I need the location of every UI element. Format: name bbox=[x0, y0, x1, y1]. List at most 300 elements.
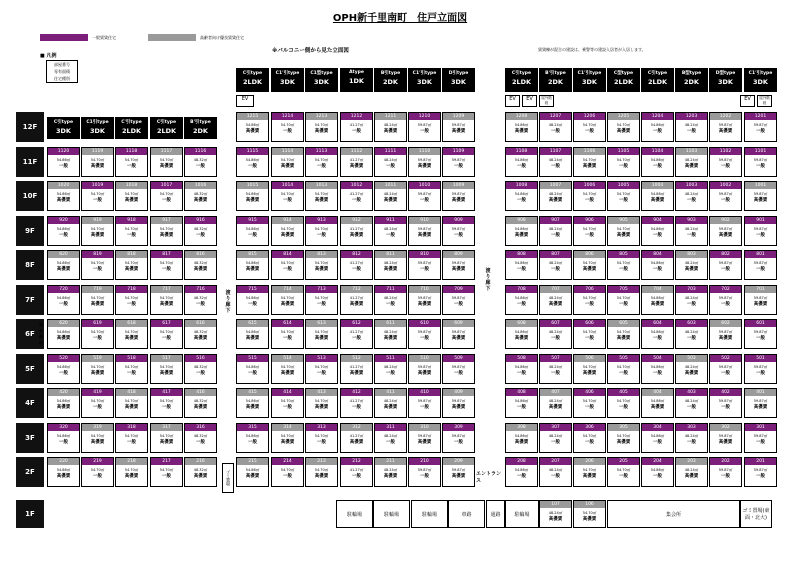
unit-type: 高優賃 bbox=[451, 336, 466, 341]
unit-type: 高優賃 bbox=[280, 439, 295, 445]
unit-cell bbox=[47, 319, 80, 349]
unit-area: 54.86㎡ bbox=[245, 157, 260, 162]
unit-cell bbox=[305, 354, 338, 384]
unit-area: 59.87㎡ bbox=[451, 192, 466, 196]
unit-number: 605 bbox=[608, 320, 639, 327]
unit-number: 319 bbox=[82, 424, 113, 431]
unit-type: 一般 bbox=[653, 129, 662, 134]
unit-type: 高優賃 bbox=[514, 129, 529, 134]
unit-type: 高優賃 bbox=[124, 336, 139, 341]
unit-number: 712 bbox=[341, 286, 372, 293]
first-floor-hall: 集会所 bbox=[607, 500, 740, 528]
headers_right-header-0 bbox=[505, 68, 538, 92]
unit-cell bbox=[340, 285, 373, 315]
floor-label-5F: 5F bbox=[16, 354, 44, 384]
headers_right-header-2 bbox=[573, 68, 606, 92]
unit-number: 908 bbox=[506, 217, 537, 224]
unit-area: 54.70㎡ bbox=[124, 433, 139, 438]
unit-type: 一般 bbox=[619, 163, 628, 169]
unit-number: 1106 bbox=[574, 148, 605, 155]
unit-cell bbox=[81, 319, 114, 349]
unit-cell bbox=[607, 285, 640, 315]
unit-cell bbox=[374, 423, 407, 453]
unit-type: 一般 bbox=[196, 232, 205, 238]
unit-number: 1113 bbox=[306, 148, 337, 155]
unit-area: 54.86㎡ bbox=[650, 157, 665, 162]
unit-type: 一般 bbox=[653, 370, 662, 376]
unit-number: 802 bbox=[710, 251, 741, 258]
unit-type: 高優賃 bbox=[451, 405, 466, 410]
unit-type: 一般 bbox=[283, 336, 292, 341]
unit-number: 513 bbox=[306, 355, 337, 362]
unit-number: 620 bbox=[48, 320, 79, 327]
unit-type: 高優賃 bbox=[245, 198, 260, 203]
unit-area: 41.27㎡ bbox=[349, 399, 364, 403]
unit-number: 416 bbox=[185, 389, 216, 396]
header-layout: 2DK bbox=[193, 127, 208, 135]
unit-type: 一般 bbox=[454, 370, 463, 376]
unit-cell bbox=[47, 423, 80, 453]
unit-area: 54.86㎡ bbox=[650, 330, 665, 334]
unit-cell bbox=[709, 319, 742, 349]
unit-type: 一般 bbox=[756, 336, 765, 341]
unit-type: 高優賃 bbox=[280, 232, 295, 238]
unit-area: 54.70㎡ bbox=[280, 157, 295, 162]
unit-area: 48.24㎡ bbox=[383, 433, 398, 438]
unit-area: 59.87㎡ bbox=[753, 433, 768, 438]
unit-cell bbox=[305, 423, 338, 453]
unit-number: 810 bbox=[409, 251, 440, 258]
unit-area: 54.70㎡ bbox=[90, 330, 105, 334]
unit-area: 54.70㎡ bbox=[582, 468, 597, 472]
unit-type: 一般 bbox=[59, 301, 68, 307]
unit-number: 219 bbox=[82, 458, 113, 465]
unit-cell bbox=[115, 285, 148, 315]
unit-number: 705 bbox=[608, 286, 639, 293]
unit-type: 一般 bbox=[59, 439, 68, 445]
first-floor-4: 通路 bbox=[486, 500, 505, 528]
unit-cell bbox=[641, 457, 674, 487]
unit-number: 1115 bbox=[237, 148, 268, 155]
unit-cell bbox=[271, 354, 304, 384]
unit-area: 48.24㎡ bbox=[383, 330, 398, 334]
unit-area: 48.24㎡ bbox=[684, 295, 699, 300]
unit-number: 311 bbox=[375, 424, 406, 431]
unit-cell bbox=[340, 147, 373, 177]
unit-cell bbox=[709, 285, 742, 315]
unit-area: 59.87㎡ bbox=[718, 364, 733, 369]
unit-number: 1018 bbox=[116, 182, 147, 189]
unit-area: 59.87㎡ bbox=[451, 295, 466, 300]
unit-number: 1112 bbox=[341, 148, 372, 155]
unit-type: 一般 bbox=[248, 370, 257, 376]
headers_right-header-5 bbox=[675, 68, 708, 92]
unit-cell bbox=[641, 354, 674, 384]
unit-type: 高優賃 bbox=[245, 129, 260, 134]
unit-cell bbox=[271, 147, 304, 177]
unit-cell bbox=[442, 354, 475, 384]
unit-area: 48.24㎡ bbox=[684, 192, 699, 196]
unit-type: 高優賃 bbox=[451, 267, 466, 272]
unit-cell bbox=[150, 216, 183, 246]
unit-number: 303 bbox=[676, 424, 707, 431]
unit-area: 54.70㎡ bbox=[280, 468, 295, 472]
unit-area: 59.87㎡ bbox=[753, 295, 768, 300]
unit-area: 54.70㎡ bbox=[124, 330, 139, 334]
unit-cell bbox=[744, 181, 777, 211]
unit-type: 一般 bbox=[59, 163, 68, 169]
unit-type: 一般 bbox=[93, 336, 102, 341]
unit-type: 高優賃 bbox=[753, 301, 768, 307]
header-layout: 3DK bbox=[417, 78, 432, 86]
unit-number: 919 bbox=[82, 217, 113, 224]
unit-cell bbox=[607, 423, 640, 453]
unit-cell-1f bbox=[573, 500, 606, 528]
unit-number: 320 bbox=[48, 424, 79, 431]
unit-type: 一般 bbox=[127, 439, 136, 445]
unit-type: 一般 bbox=[317, 301, 326, 307]
unit-type: 一般 bbox=[127, 232, 136, 238]
unit-area: 54.86㎡ bbox=[514, 157, 529, 162]
unit-type: 高優賃 bbox=[193, 198, 208, 203]
unit-area: 59.87㎡ bbox=[451, 261, 466, 265]
unit-number: 512 bbox=[341, 355, 372, 362]
unit-type: 高優賃 bbox=[314, 474, 329, 479]
unit-type: 一般 bbox=[687, 405, 696, 410]
header-type: D型type bbox=[715, 71, 736, 76]
unit-area: 54.86㎡ bbox=[514, 468, 529, 472]
unit-area: 54.70㎡ bbox=[280, 399, 295, 403]
unit-cell bbox=[408, 319, 441, 349]
unit-number: 1002 bbox=[710, 182, 741, 189]
unit-cell bbox=[47, 285, 80, 315]
unit-cell bbox=[675, 147, 708, 177]
header-layout: 2LDK bbox=[156, 127, 177, 135]
headers_mid-header-6 bbox=[442, 68, 475, 92]
unit-area: 48.24㎡ bbox=[383, 157, 398, 162]
unit-type: 一般 bbox=[59, 370, 68, 376]
unit-type: 一般 bbox=[756, 474, 765, 479]
unit-cell bbox=[305, 285, 338, 315]
unit-type: 一般 bbox=[162, 405, 171, 410]
unit-cell bbox=[236, 354, 269, 384]
unit-type: 一般 bbox=[585, 405, 594, 410]
unit-number: 715 bbox=[237, 286, 268, 293]
unit-type: 一般 bbox=[585, 232, 594, 238]
unit-number: 208 bbox=[506, 458, 537, 465]
unit-number: 404 bbox=[642, 389, 673, 396]
unit-number: 201 bbox=[745, 458, 776, 465]
unit-type: 高優賃 bbox=[193, 405, 208, 410]
unit-area: 59.87㎡ bbox=[451, 226, 466, 231]
unit-area: 48.24㎡ bbox=[548, 468, 563, 472]
unit-type: 一般 bbox=[93, 405, 102, 410]
unit-cell bbox=[641, 250, 674, 280]
unit-number: 816 bbox=[185, 251, 216, 258]
unit-cell bbox=[539, 250, 572, 280]
unit-cell bbox=[505, 457, 538, 487]
unit-number: 506 bbox=[574, 355, 605, 362]
unit-area: 54.86㎡ bbox=[56, 364, 71, 369]
unit-type: 一般 bbox=[653, 336, 662, 341]
unit-number: 617 bbox=[151, 320, 182, 327]
header-type: C1引type bbox=[86, 120, 109, 125]
unit-area: 54.70㎡ bbox=[616, 295, 631, 300]
unit-area: 48.24㎡ bbox=[684, 330, 699, 334]
unit-type: 高優賃 bbox=[417, 439, 432, 445]
unit-cell bbox=[305, 250, 338, 280]
unit-type: 高優賃 bbox=[124, 267, 139, 272]
header-layout: 2LDK bbox=[613, 78, 634, 86]
legend-key-type: 住宅種別 bbox=[54, 76, 70, 81]
unit-type: 高優賃 bbox=[193, 267, 208, 272]
unit-type: 高優賃 bbox=[514, 232, 529, 238]
unit-type: 一般 bbox=[687, 129, 696, 134]
unit-number: 1119 bbox=[82, 148, 113, 155]
unit-cell bbox=[505, 388, 538, 418]
unit-cell bbox=[607, 147, 640, 177]
header-layout: 3DK bbox=[280, 78, 295, 86]
unit-cell bbox=[505, 181, 538, 211]
unit-cell bbox=[271, 423, 304, 453]
unit-type: 高優賃 bbox=[90, 232, 105, 238]
unit-cell bbox=[47, 181, 80, 211]
unit-number: 710 bbox=[409, 286, 440, 293]
unit-type: 高優賃 bbox=[159, 163, 174, 169]
unit-area: 54.86㎡ bbox=[650, 123, 665, 127]
unit-type: 一般 bbox=[162, 198, 171, 203]
unit-cell bbox=[505, 250, 538, 280]
unit-number: 713 bbox=[306, 286, 337, 293]
unit-area: 54.70㎡ bbox=[616, 192, 631, 196]
unit-number: 514 bbox=[272, 355, 303, 362]
unit-cell bbox=[271, 319, 304, 349]
unit-cell bbox=[305, 181, 338, 211]
unit-cell bbox=[573, 319, 606, 349]
unit-cell bbox=[47, 354, 80, 384]
unit-cell bbox=[539, 181, 572, 211]
unit-cell bbox=[374, 457, 407, 487]
unit-number: 408 bbox=[506, 389, 537, 396]
header-layout: 2DK bbox=[383, 78, 398, 86]
unit-number: 1120 bbox=[48, 148, 79, 155]
unit-number: 906 bbox=[574, 217, 605, 224]
header-type: C引type bbox=[242, 71, 263, 76]
unit-number: 1204 bbox=[642, 113, 673, 120]
corridor-label-right: 渡 り 廊 下 bbox=[485, 268, 491, 292]
unit-type: 一般 bbox=[551, 336, 560, 341]
header-layout: 1DK bbox=[349, 77, 364, 85]
unit-cell bbox=[505, 147, 538, 177]
unit-type: 一般 bbox=[517, 163, 526, 169]
unit-area: 41.27㎡ bbox=[349, 261, 364, 265]
unit-type: 高優賃 bbox=[193, 474, 208, 479]
unit-number: 612 bbox=[341, 320, 372, 327]
unit-cell bbox=[744, 250, 777, 280]
unit-area: 54.70㎡ bbox=[159, 399, 174, 403]
header-layout: 3DK bbox=[582, 78, 597, 86]
unit-number: 212 bbox=[341, 458, 372, 465]
unit-type: 一般 bbox=[585, 129, 594, 134]
unit-type: 一般 bbox=[653, 232, 662, 238]
unit-type: 一般 bbox=[420, 198, 429, 203]
unit-type: 一般 bbox=[721, 198, 730, 203]
unit-number: 1003 bbox=[676, 182, 707, 189]
unit-area: 54.86㎡ bbox=[56, 192, 71, 196]
unit-number: 402 bbox=[710, 389, 741, 396]
garbage-2f: ゴミ置場 bbox=[222, 463, 234, 493]
header-type: C1'引type bbox=[275, 71, 300, 76]
unit-number: 902 bbox=[710, 217, 741, 224]
unit-area: 54.86㎡ bbox=[514, 123, 529, 127]
unit-type: 一般 bbox=[162, 267, 171, 272]
unit-area: 59.87㎡ bbox=[417, 226, 432, 231]
unit-number: 205 bbox=[608, 458, 639, 465]
unit-area: 59.87㎡ bbox=[718, 157, 733, 162]
unit-area: 48.32㎡ bbox=[193, 330, 208, 334]
headers_mid-header-4 bbox=[374, 68, 407, 92]
unit-area: 59.87㎡ bbox=[753, 468, 768, 472]
unit-cell bbox=[340, 423, 373, 453]
unit-type: 高優賃 bbox=[349, 301, 364, 307]
unit-type: 高優賃 bbox=[582, 474, 597, 479]
unit-number: 1005 bbox=[608, 182, 639, 189]
unit-area: 48.24㎡ bbox=[548, 399, 563, 403]
unit-cell bbox=[150, 285, 183, 315]
unit-type: 一般 bbox=[551, 267, 560, 272]
unit-area: 48.24㎡ bbox=[383, 468, 398, 472]
unit-number: 917 bbox=[151, 217, 182, 224]
unit-type: 一般 bbox=[420, 267, 429, 272]
unit-number: 312 bbox=[341, 424, 372, 431]
unit-number: 910 bbox=[409, 217, 440, 224]
unit-area: 48.24㎡ bbox=[548, 511, 563, 515]
unit-number: 602 bbox=[710, 320, 741, 327]
unit-number: 403 bbox=[676, 389, 707, 396]
unit-number: 1104 bbox=[642, 148, 673, 155]
unit-number: 305 bbox=[608, 424, 639, 431]
unit-type: 一般 bbox=[454, 163, 463, 169]
unit-cell bbox=[607, 216, 640, 246]
unit-cell bbox=[442, 147, 475, 177]
unit-area: 48.32㎡ bbox=[193, 157, 208, 162]
unit-area: 48.24㎡ bbox=[684, 123, 699, 127]
unit-number: 1007 bbox=[540, 182, 571, 189]
unit-number: 501 bbox=[745, 355, 776, 362]
unit-area: 54.70㎡ bbox=[280, 330, 295, 334]
ev-box-right-1: EV bbox=[505, 95, 520, 107]
unit-number: 106 bbox=[574, 501, 605, 508]
unit-area: 54.70㎡ bbox=[159, 157, 174, 162]
floor-label-3F: 3F bbox=[16, 423, 44, 453]
unit-cell bbox=[607, 388, 640, 418]
unit-area: 54.70㎡ bbox=[159, 295, 174, 300]
unit-area: 54.86㎡ bbox=[245, 226, 260, 231]
unit-type: 高優賃 bbox=[245, 267, 260, 272]
unit-cell bbox=[709, 388, 742, 418]
unit-number: 1201 bbox=[745, 113, 776, 120]
unit-number: 905 bbox=[608, 217, 639, 224]
outdoor-stairs-box-2: 屋外階段 bbox=[757, 95, 772, 107]
unit-type: 一般 bbox=[352, 405, 361, 410]
header-type: B'引type bbox=[190, 120, 211, 125]
unit-type: 高優賃 bbox=[90, 301, 105, 307]
unit-type: 一般 bbox=[352, 129, 361, 134]
unit-number: 316 bbox=[185, 424, 216, 431]
unit-cell bbox=[115, 423, 148, 453]
unit-type: 高優賃 bbox=[383, 336, 398, 341]
unit-type: 高優賃 bbox=[245, 474, 260, 479]
unit-type: 一般 bbox=[721, 301, 730, 307]
unit-number: 301 bbox=[745, 424, 776, 431]
floor-label-11F: 11F bbox=[16, 147, 44, 177]
unit-cell bbox=[115, 319, 148, 349]
unit-cell bbox=[573, 388, 606, 418]
unit-cell bbox=[236, 285, 269, 315]
unit-type: 高優賃 bbox=[684, 163, 699, 169]
unit-cell bbox=[573, 216, 606, 246]
unit-number: 414 bbox=[272, 389, 303, 396]
unit-cell bbox=[340, 216, 373, 246]
unit-cell bbox=[408, 250, 441, 280]
unit-cell bbox=[573, 423, 606, 453]
header-layout: 3DK bbox=[90, 127, 105, 135]
unit-cell bbox=[236, 388, 269, 418]
unit-area: 54.70㎡ bbox=[314, 157, 329, 162]
legend-key-room: 部屋番号 bbox=[54, 62, 70, 67]
unit-area: 54.70㎡ bbox=[159, 468, 174, 472]
unit-type: 一般 bbox=[687, 232, 696, 238]
unit-cell bbox=[340, 319, 373, 349]
unit-area: 54.86㎡ bbox=[650, 261, 665, 265]
unit-type: 高優賃 bbox=[718, 129, 733, 134]
unit-area: 48.24㎡ bbox=[684, 468, 699, 472]
unit-cell bbox=[408, 354, 441, 384]
unit-cell bbox=[505, 319, 538, 349]
unit-type: 高優賃 bbox=[383, 129, 398, 134]
unit-type: 一般 bbox=[653, 267, 662, 272]
floor-label-12F: 12F bbox=[16, 112, 44, 142]
unit-type: 一般 bbox=[585, 336, 594, 341]
first-floor-3: 車路 bbox=[448, 500, 485, 528]
unit-area: 54.70㎡ bbox=[280, 295, 295, 300]
unit-cell bbox=[81, 423, 114, 453]
unit-number: 1101 bbox=[745, 148, 776, 155]
unit-cell bbox=[641, 285, 674, 315]
unit-type: 一般 bbox=[721, 267, 730, 272]
unit-number: 911 bbox=[375, 217, 406, 224]
unit-number: 1111 bbox=[375, 148, 406, 155]
unit-type: 高優賃 bbox=[383, 198, 398, 203]
unit-cell bbox=[539, 285, 572, 315]
unit-number: 1009 bbox=[443, 182, 474, 189]
unit-type: 高優賃 bbox=[349, 439, 364, 445]
unit-number: 804 bbox=[642, 251, 673, 258]
note: 賃貸棟が混合の建設は、乗警等の建設入居者が入居します。 bbox=[538, 47, 646, 52]
unit-cell bbox=[150, 457, 183, 487]
unit-type: 一般 bbox=[386, 370, 395, 376]
unit-type: 一般 bbox=[283, 267, 292, 272]
unit-area: 54.70㎡ bbox=[124, 192, 139, 196]
unit-area: 59.87㎡ bbox=[718, 433, 733, 438]
unit-area: 54.86㎡ bbox=[56, 399, 71, 403]
unit-cell bbox=[236, 319, 269, 349]
floor-label-7F: 7F bbox=[16, 285, 44, 315]
unit-type: 一般 bbox=[551, 163, 560, 169]
unit-number: 916 bbox=[185, 217, 216, 224]
headers_left-header-0 bbox=[47, 117, 80, 139]
unit-type: 高優賃 bbox=[314, 198, 329, 203]
